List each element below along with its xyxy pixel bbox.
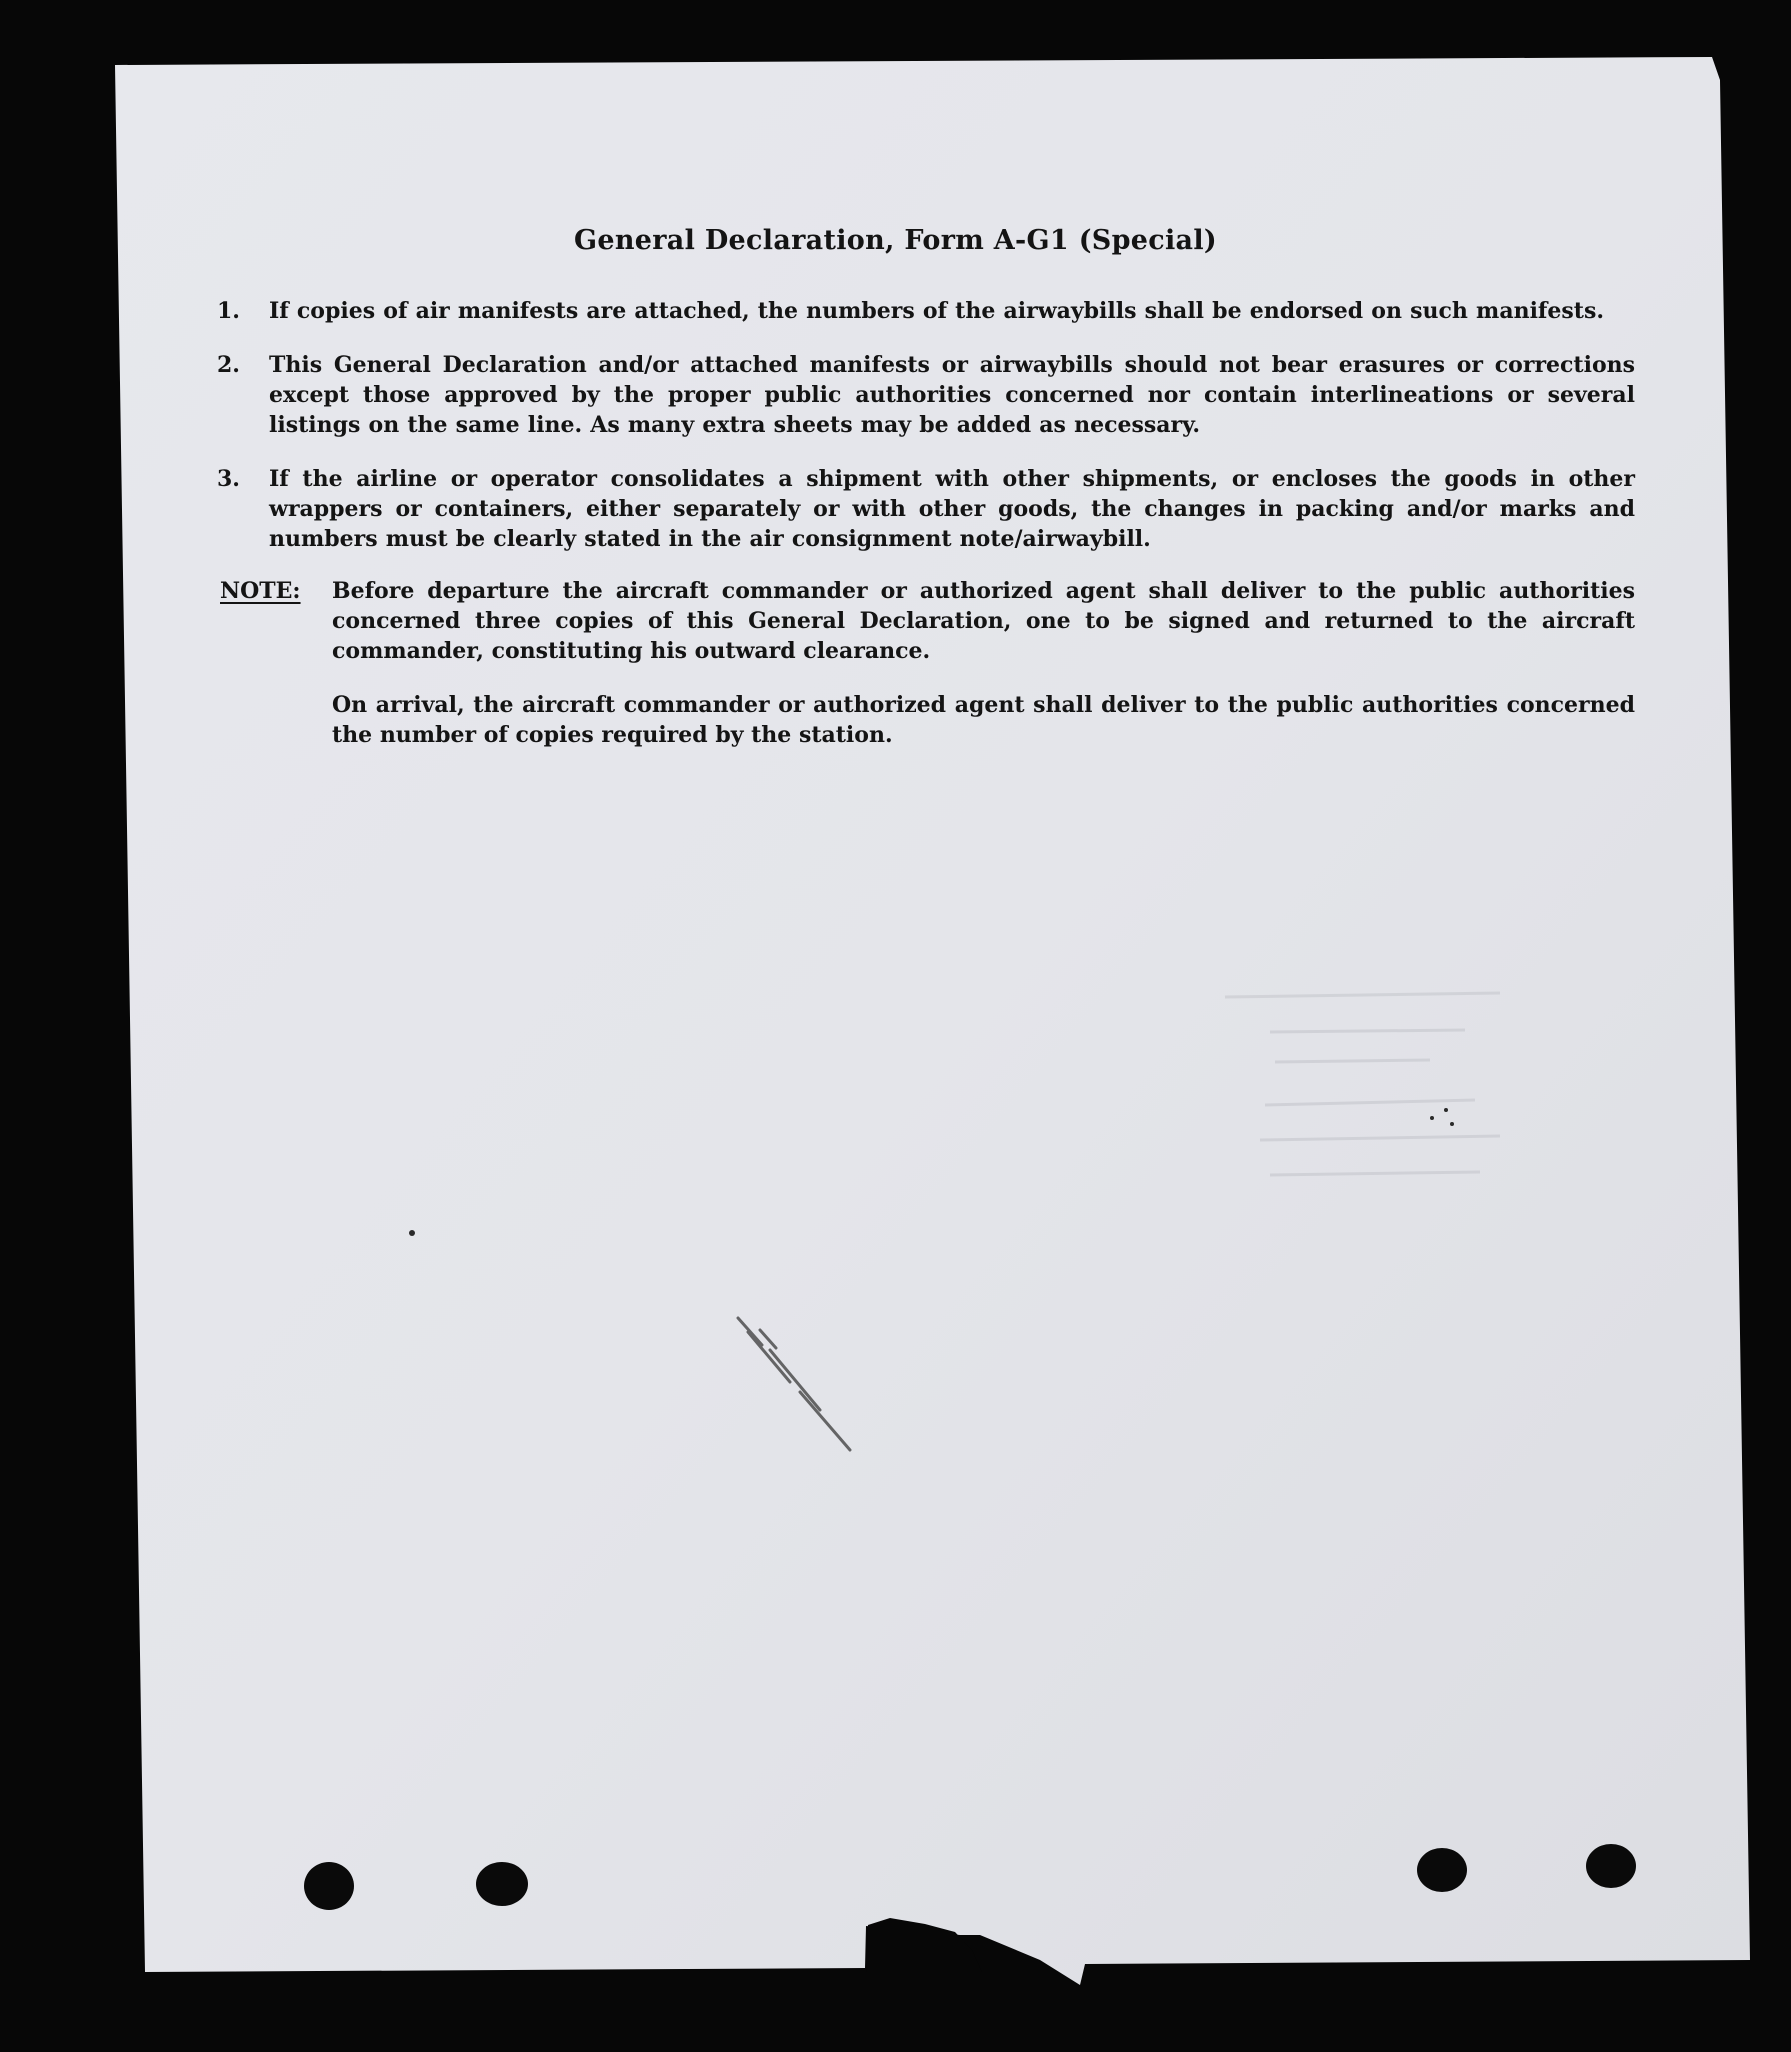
page-title: General Declaration, Form A-G1 (Special) — [574, 225, 1217, 256]
item-text: This General Declaration and/or attached manifests or airwaybills should not bear erasures or corrections except those approved by the proper public authorities concerned nor contain interlineations or several listings on the same line. As many extra sheets may be added as necessary. — [269, 352, 1635, 438]
item-number: 2. — [217, 352, 240, 378]
note-paragraph-2: On arrival, the aircraft commander or authorized agent shall deliver to the public authorities concerned the number of copies required by the station. — [332, 692, 1635, 748]
item-number: 1. — [217, 298, 240, 324]
note-paragraph-1: Before departure the aircraft commander or authorized agent shall deliver to the public authorities concerned three copies of this General Declaration, one to be signed and returned to the aircraft commander, constituting his outward clearance. — [332, 578, 1635, 664]
item-text: If copies of air manifests are attached, the numbers of the airwaybills shall be endorsed on such manifests. — [269, 298, 1604, 324]
item-number: 3. — [217, 466, 240, 492]
item-text: If the airline or operator consolidates a shipment with other shipments, or encloses the goods in other wrappers or containers, either separately or with other goods, the changes in packing and/or marks and numbers must be clearly stated in the air consignment note/airwaybill. — [269, 466, 1635, 552]
note-label: NOTE: — [220, 578, 301, 604]
